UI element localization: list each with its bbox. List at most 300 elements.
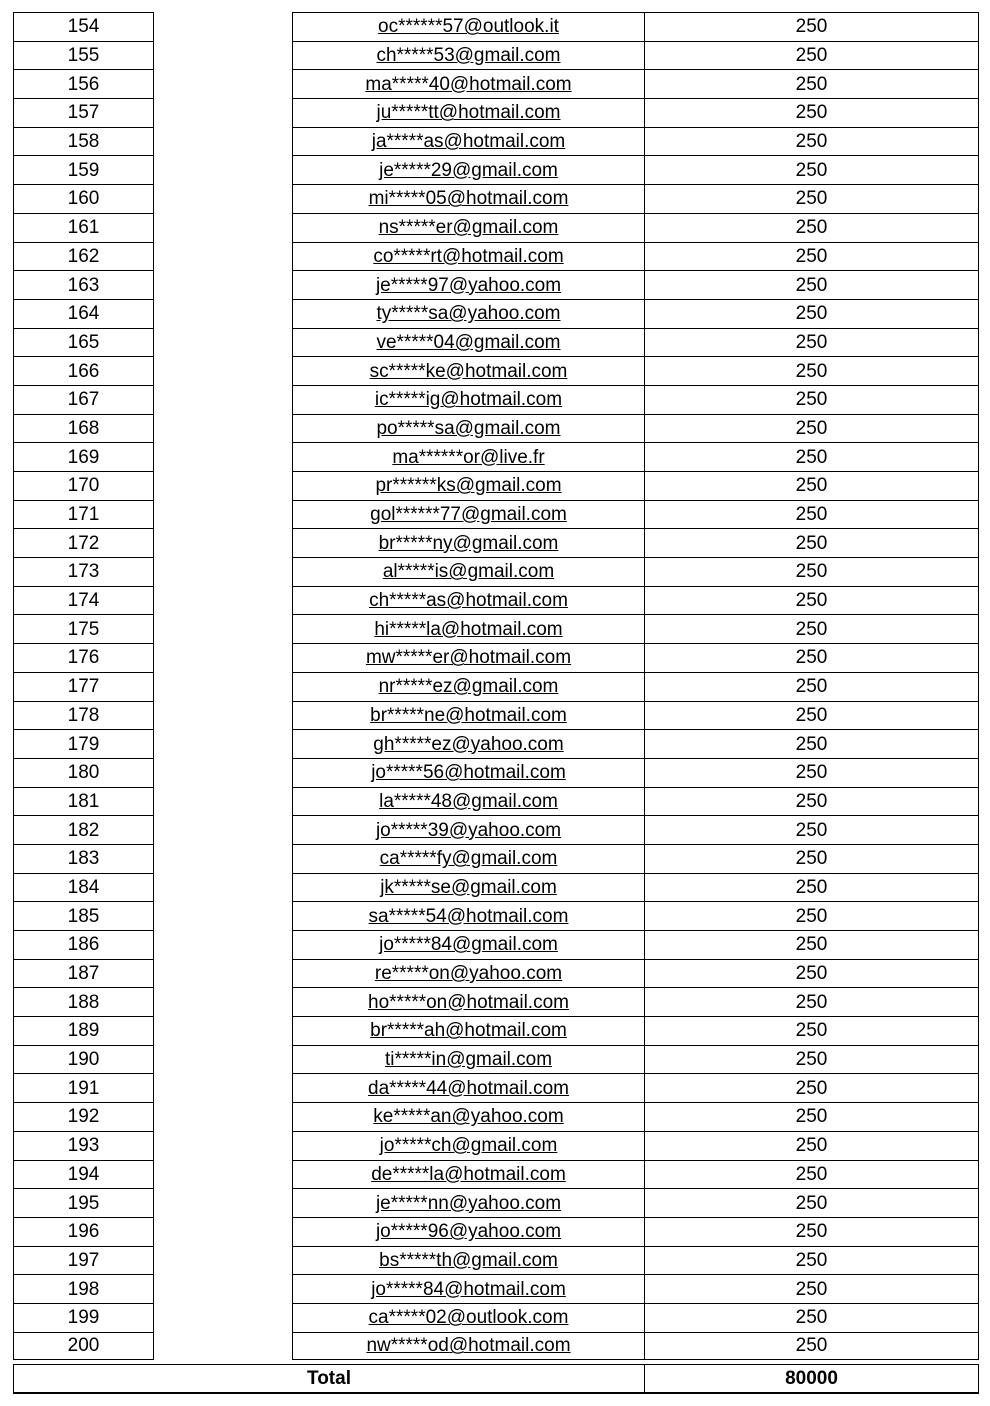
row-number: 155 (67, 45, 100, 67)
row-number: 194 (67, 1163, 100, 1185)
row-number: 172 (67, 532, 100, 554)
table-row (13, 1246, 990, 1275)
amount-cell (644, 1188, 979, 1217)
row-number: 168 (67, 417, 100, 439)
gap-cell (154, 213, 292, 242)
row-number: 176 (67, 647, 100, 669)
amount-cell (644, 1246, 979, 1275)
email-link[interactable]: ca*****fy@gmail.com (379, 848, 558, 870)
gap-cell (154, 701, 292, 730)
gap-cell (154, 1016, 292, 1045)
gap-cell (154, 500, 292, 529)
email-link[interactable]: ve*****04@gmail.com (376, 331, 561, 353)
amount: 250 (795, 131, 828, 153)
amount-cell (644, 356, 979, 385)
email-link[interactable]: br*****ne@hotmail.com (370, 704, 567, 726)
amount-cell (644, 873, 979, 902)
total-label: Total (307, 1367, 351, 1389)
row-number: 160 (67, 188, 100, 210)
amount: 250 (795, 963, 828, 985)
table-row (13, 1131, 990, 1160)
email-cell (292, 901, 644, 930)
email-cell (292, 299, 644, 328)
email-cell (292, 1016, 644, 1045)
amount-cell (644, 930, 979, 959)
email-link[interactable]: ma*****40@hotmail.com (365, 73, 572, 95)
table-row (13, 213, 990, 242)
amount-cell (644, 1131, 979, 1160)
email-cell (292, 815, 644, 844)
amount-cell (644, 270, 979, 299)
row-number-cell (13, 1217, 154, 1246)
row-number: 169 (67, 446, 100, 468)
table-row (13, 901, 990, 930)
table-row (13, 471, 990, 500)
amount-cell (644, 586, 979, 615)
email-cell (292, 155, 644, 184)
email-cell (292, 1217, 644, 1246)
amount-cell (644, 242, 979, 271)
email-link[interactable]: nr*****ez@gmail.com (378, 676, 559, 698)
row-number-cell (13, 471, 154, 500)
row-number-cell (13, 987, 154, 1016)
amount-cell (644, 1274, 979, 1303)
row-number: 156 (67, 73, 100, 95)
row-number: 197 (67, 1249, 100, 1271)
email-link[interactable]: ca*****02@outlook.com (368, 1307, 569, 1329)
gap-cell (154, 873, 292, 902)
email-link[interactable]: gh*****ez@yahoo.com (373, 733, 564, 755)
email-link[interactable]: ma******or@live.fr (392, 446, 545, 468)
table-row (13, 1332, 990, 1361)
email-link[interactable]: ty*****sa@yahoo.com (376, 303, 561, 325)
row-number-cell (13, 414, 154, 443)
gap-cell (154, 672, 292, 701)
amount-cell (644, 414, 979, 443)
email-link[interactable]: jk*****se@gmail.com (380, 876, 557, 898)
amount-cell (644, 471, 979, 500)
email-link[interactable]: ti*****in@gmail.com (384, 1049, 553, 1071)
amount-cell (644, 959, 979, 988)
email-cell (292, 672, 644, 701)
amount: 250 (795, 1278, 828, 1300)
email-cell (292, 242, 644, 271)
row-number: 191 (67, 1077, 100, 1099)
amount-cell (644, 155, 979, 184)
row-number: 192 (67, 1106, 100, 1128)
table-row (13, 614, 990, 643)
amount: 250 (795, 274, 828, 296)
amount: 250 (795, 790, 828, 812)
amount: 250 (795, 590, 828, 612)
email-link[interactable]: re*****on@yahoo.com (374, 963, 563, 985)
amount-cell (644, 528, 979, 557)
row-number-cell (13, 270, 154, 299)
email-link[interactable]: oc******57@outlook.it (378, 16, 559, 38)
amount: 250 (795, 704, 828, 726)
gap-cell (154, 270, 292, 299)
email-cell (292, 385, 644, 414)
amount: 250 (795, 1335, 828, 1357)
row-number: 184 (67, 876, 100, 898)
amount: 250 (795, 446, 828, 468)
gap-cell (154, 69, 292, 98)
email-link[interactable]: jo*****84@gmail.com (379, 934, 558, 956)
email-link[interactable]: ju*****tt@hotmail.com (376, 102, 561, 124)
amount: 250 (795, 417, 828, 439)
gap-cell (154, 1188, 292, 1217)
table-row (13, 127, 990, 156)
row-number: 185 (67, 905, 100, 927)
gap-cell (154, 1274, 292, 1303)
amount: 250 (795, 848, 828, 870)
table-row (13, 672, 990, 701)
row-number-cell (13, 242, 154, 271)
row-number-cell (13, 328, 154, 357)
email-cell (292, 873, 644, 902)
amount-cell (644, 299, 979, 328)
gap-cell (154, 442, 292, 471)
table-row (13, 987, 990, 1016)
email-link[interactable]: ho*****on@hotmail.com (368, 991, 569, 1013)
table-row (13, 586, 990, 615)
row-number: 161 (67, 217, 100, 239)
table-row (13, 787, 990, 816)
email-cell (292, 614, 644, 643)
email-link[interactable]: jo*****56@hotmail.com (371, 762, 566, 784)
email-link[interactable]: hi*****la@hotmail.com (374, 618, 563, 640)
amount: 250 (795, 1163, 828, 1185)
total-row (13, 1364, 990, 1394)
email-cell (292, 1073, 644, 1102)
amount-cell (644, 127, 979, 156)
email-cell (292, 701, 644, 730)
amount: 250 (795, 360, 828, 382)
row-number-cell (13, 1131, 154, 1160)
amount-cell (644, 184, 979, 213)
row-number-cell (13, 69, 154, 98)
amount-cell (644, 614, 979, 643)
gap-cell (154, 987, 292, 1016)
email-cell (292, 69, 644, 98)
row-number: 174 (67, 590, 100, 612)
amount: 250 (795, 73, 828, 95)
amount: 250 (795, 762, 828, 784)
email-cell (292, 213, 644, 242)
email-cell (292, 1188, 644, 1217)
gap-cell (154, 1332, 292, 1361)
email-link[interactable]: po*****sa@gmail.com (376, 417, 561, 439)
row-number-cell (13, 787, 154, 816)
email-cell (292, 414, 644, 443)
row-number-cell (13, 586, 154, 615)
row-number: 171 (67, 504, 100, 526)
email-cell (292, 729, 644, 758)
row-number-cell (13, 930, 154, 959)
amount: 250 (795, 188, 828, 210)
email-cell (292, 1045, 644, 1074)
table-row (13, 1217, 990, 1246)
row-number-cell (13, 758, 154, 787)
amount-cell (644, 41, 979, 70)
email-cell (292, 500, 644, 529)
row-number: 170 (67, 475, 100, 497)
table-row (13, 930, 990, 959)
gap-cell (154, 471, 292, 500)
email-cell (292, 1160, 644, 1189)
table-row (13, 758, 990, 787)
gap-cell (154, 930, 292, 959)
table-row (13, 98, 990, 127)
row-number: 175 (67, 618, 100, 640)
email-link[interactable]: co*****rt@hotmail.com (373, 245, 564, 267)
row-number-cell (13, 155, 154, 184)
row-number: 178 (67, 704, 100, 726)
gap-cell (154, 41, 292, 70)
gap-cell (154, 758, 292, 787)
email-link[interactable]: je*****97@yahoo.com (375, 274, 562, 296)
email-cell (292, 1246, 644, 1275)
email-cell (292, 586, 644, 615)
gap-cell (154, 729, 292, 758)
amount-cell (644, 701, 979, 730)
row-number: 190 (67, 1049, 100, 1071)
row-number: 188 (67, 991, 100, 1013)
amount: 250 (795, 504, 828, 526)
gap-cell (154, 614, 292, 643)
gap-cell (154, 586, 292, 615)
gap-cell (154, 1131, 292, 1160)
amount-cell (644, 901, 979, 930)
row-number-cell (13, 729, 154, 758)
gap-cell (154, 155, 292, 184)
amount: 250 (795, 532, 828, 554)
email-link[interactable]: da*****44@hotmail.com (368, 1077, 569, 1099)
row-number: 198 (67, 1278, 100, 1300)
table-row (13, 385, 990, 414)
email-cell (292, 844, 644, 873)
email-link[interactable]: al*****is@gmail.com (382, 561, 555, 583)
row-number-cell (13, 557, 154, 586)
row-number: 167 (67, 389, 100, 411)
email-link[interactable]: je*****29@gmail.com (379, 159, 558, 181)
email-link[interactable]: sc*****ke@hotmail.com (369, 360, 568, 382)
row-number: 162 (67, 245, 100, 267)
amount: 250 (795, 1221, 828, 1243)
row-number-cell (13, 643, 154, 672)
row-number: 173 (67, 561, 100, 583)
email-cell (292, 1274, 644, 1303)
email-link[interactable]: de*****la@hotmail.com (371, 1163, 566, 1185)
email-cell (292, 1332, 644, 1361)
row-number: 179 (67, 733, 100, 755)
email-link[interactable]: ch*****53@gmail.com (376, 45, 561, 67)
amount: 250 (795, 733, 828, 755)
table-row (13, 328, 990, 357)
email-cell (292, 930, 644, 959)
row-number-cell (13, 901, 154, 930)
email-link[interactable]: ns*****er@gmail.com (378, 217, 559, 239)
table-row (13, 414, 990, 443)
row-number-cell (13, 844, 154, 873)
amount: 250 (795, 1020, 828, 1042)
row-number: 157 (67, 102, 100, 124)
gap-cell (154, 901, 292, 930)
row-number: 183 (67, 848, 100, 870)
table-row (13, 959, 990, 988)
row-number-cell (13, 500, 154, 529)
amount: 250 (795, 876, 828, 898)
email-link[interactable]: br*****ny@gmail.com (378, 532, 559, 554)
row-number-cell (13, 1303, 154, 1332)
email-table (13, 12, 990, 1360)
amount-cell (644, 442, 979, 471)
amount-cell (644, 385, 979, 414)
email-link[interactable]: ke*****an@yahoo.com (373, 1106, 564, 1128)
email-cell (292, 127, 644, 156)
amount: 250 (795, 1135, 828, 1157)
email-cell (292, 471, 644, 500)
amount: 250 (795, 1192, 828, 1214)
email-cell (292, 1102, 644, 1131)
email-link[interactable]: jo*****ch@gmail.com (379, 1135, 558, 1157)
gap-cell (154, 1045, 292, 1074)
row-number: 154 (67, 16, 100, 38)
email-link[interactable]: la*****48@gmail.com (379, 790, 558, 812)
amount: 250 (795, 676, 828, 698)
email-link[interactable]: mi*****05@hotmail.com (368, 188, 569, 210)
email-link[interactable]: jo*****39@yahoo.com (375, 819, 562, 841)
email-link[interactable]: ja*****as@hotmail.com (371, 131, 566, 153)
email-cell (292, 959, 644, 988)
email-link[interactable]: bs*****th@gmail.com (379, 1249, 558, 1271)
row-number: 195 (67, 1192, 100, 1214)
row-number-cell (13, 1045, 154, 1074)
gap-cell (154, 242, 292, 271)
gap-cell (154, 1246, 292, 1275)
email-link[interactable]: br*****ah@hotmail.com (370, 1020, 567, 1042)
email-link[interactable]: mw*****er@hotmail.com (365, 647, 572, 669)
amount-cell (644, 643, 979, 672)
row-number: 159 (67, 159, 100, 181)
table-row (13, 442, 990, 471)
email-cell (292, 356, 644, 385)
row-number-cell (13, 701, 154, 730)
amount-cell (644, 1160, 979, 1189)
email-link[interactable]: sa*****54@hotmail.com (368, 905, 569, 927)
email-link[interactable]: nw*****od@hotmail.com (366, 1335, 571, 1357)
gap-cell (154, 299, 292, 328)
email-link[interactable]: jo*****84@hotmail.com (371, 1278, 566, 1300)
table-row (13, 701, 990, 730)
email-link[interactable]: jo*****96@yahoo.com (375, 1221, 562, 1243)
amount-cell (644, 500, 979, 529)
gap-cell (154, 528, 292, 557)
email-cell (292, 270, 644, 299)
amount: 250 (795, 991, 828, 1013)
row-number-cell (13, 385, 154, 414)
table-row (13, 184, 990, 213)
amount: 250 (795, 934, 828, 956)
row-number: 193 (67, 1135, 100, 1157)
row-number: 180 (67, 762, 100, 784)
email-cell (292, 528, 644, 557)
email-cell (292, 442, 644, 471)
row-number: 163 (67, 274, 100, 296)
email-cell (292, 41, 644, 70)
gap-cell (154, 1102, 292, 1131)
amount: 250 (795, 245, 828, 267)
email-link[interactable]: ch*****as@hotmail.com (369, 590, 568, 612)
email-cell (292, 557, 644, 586)
gap-cell (154, 328, 292, 357)
email-cell (292, 758, 644, 787)
table-row (13, 1016, 990, 1045)
amount-cell (644, 672, 979, 701)
table-row (13, 155, 990, 184)
row-number: 177 (67, 676, 100, 698)
table-row (13, 270, 990, 299)
amount: 250 (795, 647, 828, 669)
gap-cell (154, 815, 292, 844)
row-number-cell (13, 213, 154, 242)
table-row (13, 873, 990, 902)
amount-cell (644, 69, 979, 98)
row-number-cell (13, 1188, 154, 1217)
email-link[interactable]: ic*****ig@hotmail.com (374, 389, 563, 411)
gap-cell (154, 787, 292, 816)
row-number-cell (13, 98, 154, 127)
table-row (13, 1160, 990, 1189)
row-number: 165 (67, 331, 100, 353)
amount: 250 (795, 905, 828, 927)
table-row (13, 12, 990, 41)
gap-cell (154, 356, 292, 385)
amount-cell (644, 557, 979, 586)
amount-cell (644, 328, 979, 357)
email-cell (292, 12, 644, 41)
gap-cell (154, 643, 292, 672)
gap-cell (154, 1073, 292, 1102)
table-row (13, 643, 990, 672)
table-row (13, 528, 990, 557)
amount-cell (644, 1102, 979, 1131)
amount-cell (644, 12, 979, 41)
row-number: 199 (67, 1307, 100, 1329)
email-link[interactable]: gol******77@gmail.com (370, 504, 567, 526)
amount: 250 (795, 475, 828, 497)
row-number: 166 (67, 360, 100, 382)
email-cell (292, 184, 644, 213)
amount: 250 (795, 389, 828, 411)
row-number-cell (13, 1160, 154, 1189)
table-row (13, 1045, 990, 1074)
row-number-cell (13, 1274, 154, 1303)
gap-cell (154, 1303, 292, 1332)
table-row (13, 1188, 990, 1217)
amount-cell (644, 1016, 979, 1045)
table-row (13, 557, 990, 586)
gap-cell (154, 557, 292, 586)
row-number-cell (13, 1246, 154, 1275)
table-row (13, 1102, 990, 1131)
row-number-cell (13, 528, 154, 557)
email-link[interactable]: je*****nn@yahoo.com (375, 1192, 562, 1214)
total-value-cell (644, 1364, 979, 1394)
email-link[interactable]: pr******ks@gmail.com (375, 475, 562, 497)
amount: 250 (795, 1249, 828, 1271)
row-number-cell (13, 442, 154, 471)
